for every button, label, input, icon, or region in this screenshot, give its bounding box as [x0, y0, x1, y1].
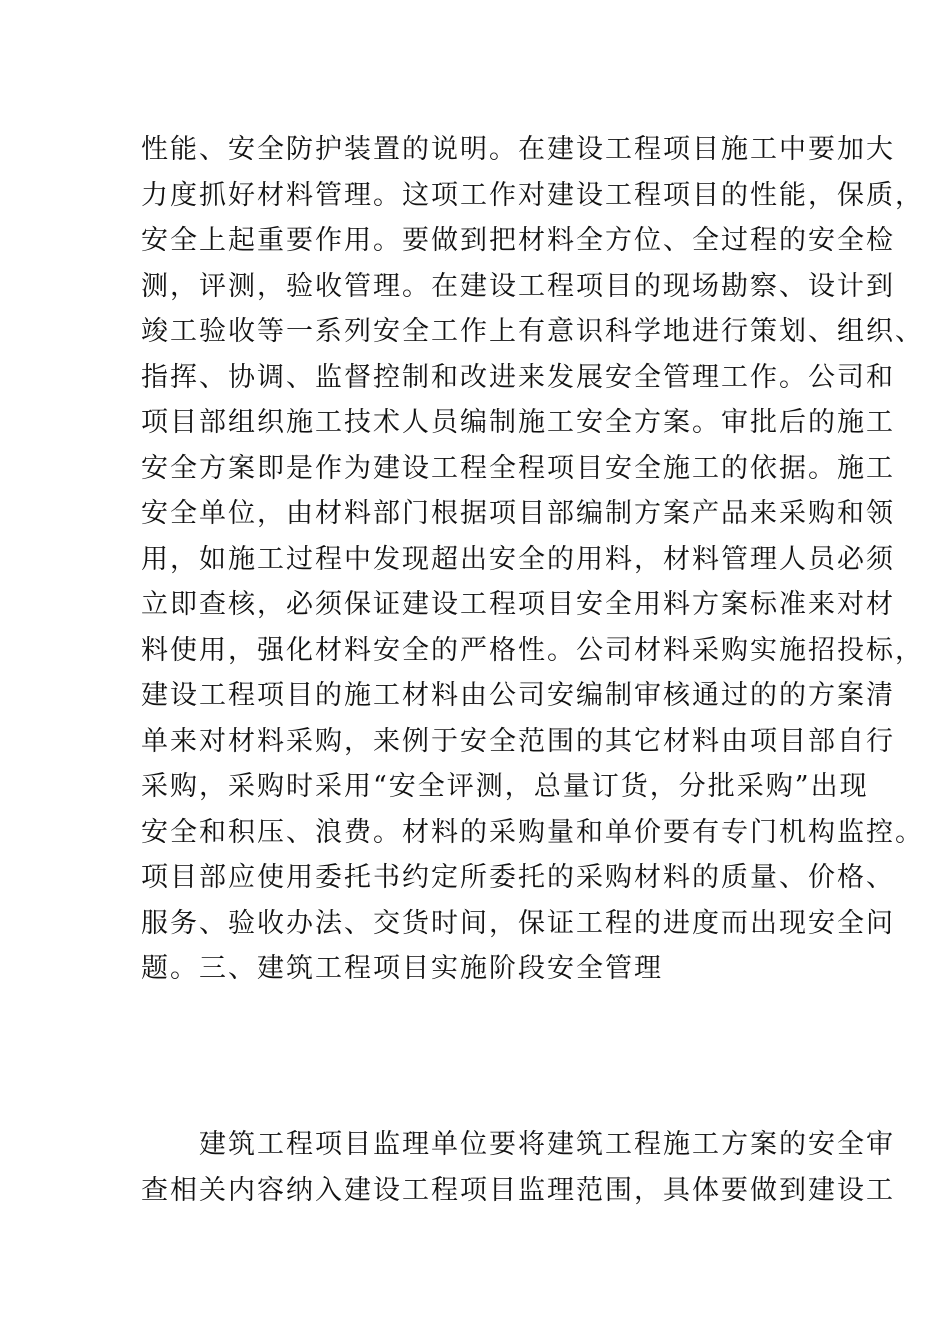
paragraph-line: 服务、验收办法、交货时间，保证工程的进度而出现安全问 — [141, 907, 895, 939]
paragraph-line: 采购，采购时采用“安全评测，总量订货，分批采购”出现 — [141, 771, 869, 802]
body-paragraph — [141, 1122, 895, 1213]
paragraph-line: 用，如施工过程中发现超出安全的用料，材料管理人员必须 — [141, 543, 895, 575]
paragraph-line: 力度抓好材料管理。这项工作对建设工程项目的性能，保质， — [141, 179, 924, 211]
paragraph-line: 安全方案即是作为建设工程全程项目安全施工的依据。施工 — [141, 452, 895, 484]
body-paragraph — [141, 127, 924, 992]
paragraph-line: 测，评测，验收管理。在建设工程项目的现场勘察、设计到 — [141, 270, 895, 302]
paragraph-line: 查相关内容纳入建设工程项目监理范围，具体要做到建设工 — [141, 1174, 895, 1206]
paragraph-line: 安全单位，由材料部门根据项目部编制方案产品来采购和领 — [141, 498, 895, 529]
paragraph-line: 料使用，强化材料安全的严格性。公司材料采购实施招投标， — [141, 634, 924, 666]
paragraph-line: 安全上起重要作用。要做到把材料全方位、全过程的安全检 — [141, 225, 895, 256]
paragraph-line: 安全和积压、浪费。材料的采购量和单价要有专门机构监控。 — [141, 816, 924, 848]
paragraph-line: 竣工验收等一系列安全工作上有意识科学地进行策划、组织、 — [141, 316, 924, 347]
paragraph-line: 建筑工程项目监理单位要将建筑工程施工方案的安全审 — [199, 1129, 895, 1160]
paragraph-line: 建设工程项目的施工材料由公司安编制审核通过的的方案清 — [141, 680, 895, 711]
paragraph-line: 指挥、协调、监督控制和改进来发展安全管理工作。公司和 — [141, 361, 895, 393]
paragraph-line: 性能、安全防护装置的说明。在建设工程项目施工中要加大 — [141, 134, 895, 165]
paragraph-line: 单来对材料采购，来例于安全范围的其它材料由项目部自行 — [141, 725, 895, 757]
paragraph-line: 项目部组织施工技术人员编制施工安全方案。审批后的施工 — [141, 407, 895, 438]
paragraph-line: 题。三、建筑工程项目实施阶段安全管理 — [141, 953, 663, 984]
paragraph-line: 立即查核，必须保证建设工程项目安全用料方案标准来对材 — [141, 589, 895, 620]
paragraph-line: 项目部应使用委托书约定所委托的采购材料的质量、价格、 — [141, 862, 895, 893]
